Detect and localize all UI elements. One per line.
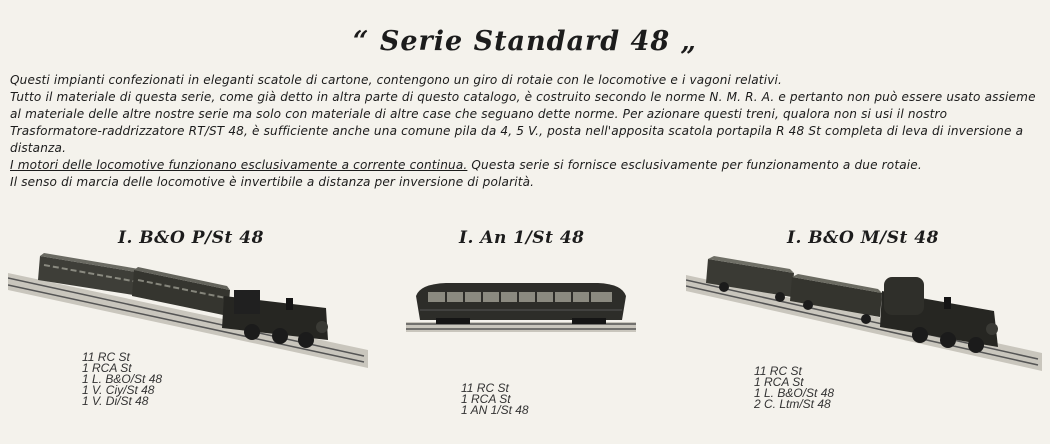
intro-after-underline: Questa serie si fornisce esclusivamente per funzionamento a due rotaie. [467, 158, 922, 172]
set-title-3: I. B&O M/St 48 [787, 228, 939, 248]
page-title: “ Serie Standard 48 „ [352, 26, 698, 57]
train-photo-bo-passenger [8, 248, 368, 370]
contents-item: 1 L. B&O/St 48 [82, 372, 163, 386]
intro-paragraph-3 [10, 157, 1042, 174]
train-photo-bo-freight [686, 253, 1042, 378]
intro-text [10, 72, 1042, 191]
set-contents-3 [754, 366, 834, 410]
set-title-2: I. An 1/St 48 [459, 228, 585, 248]
train-photo-railcar [406, 280, 636, 340]
contents-item: 1 L. B&O/St 48 [754, 386, 835, 400]
set-contents-2 [461, 383, 529, 416]
contents-item: 11 RC St [754, 364, 802, 378]
intro-underlined-text: I motori delle locomotive funzionano esclusivamente a corrente continua. [10, 158, 468, 172]
contents-item: 1 AN 1/St 48 [461, 403, 529, 417]
contents-item: 1 RCA St [754, 375, 804, 389]
contents-item: 1 RCA St [82, 361, 132, 375]
contents-item: 11 RC St [461, 381, 509, 395]
contents-item: 1 RCA St [461, 392, 511, 406]
contents-item: 1 V. Ciy/St 48 [82, 383, 155, 397]
contents-item: 11 RC St [82, 350, 130, 364]
contents-item: 1 V. Di/St 48 [82, 394, 149, 408]
intro-line-1: Questi impianti confezionati in eleganti scatole di cartone, contengono un giro di rotaie con le locomotive e i vagoni relativi. [10, 73, 783, 87]
intro-last-line: Il senso di marcia delle locomotive è invertibile a distanza per inversione di polarità. [10, 175, 535, 189]
intro-paragraph-2: Tutto il materiale di questa serie, come già detto in altra parte di questo catalogo, è costruito secondo le norme N. M. R. A. e pertanto non può essere usato assieme al materiale delle altre nostre serie ma solo con materiale di altre case che seguano dette norme. Per azionare questi treni, qualora non si usi il nostro Trasformatore-raddrizzatore RT/ST 48, è sufficiente anche una comune pila da 4, 5 V., posta nell'apposita scatola portapila R 48 St completa di leva di inversione a distanza. [10, 90, 1036, 155]
set-contents-1 [82, 352, 162, 407]
contents-item: 2 C. Ltm/St 48 [754, 397, 831, 411]
set-title-1: I. B&O P/St 48 [118, 228, 264, 248]
